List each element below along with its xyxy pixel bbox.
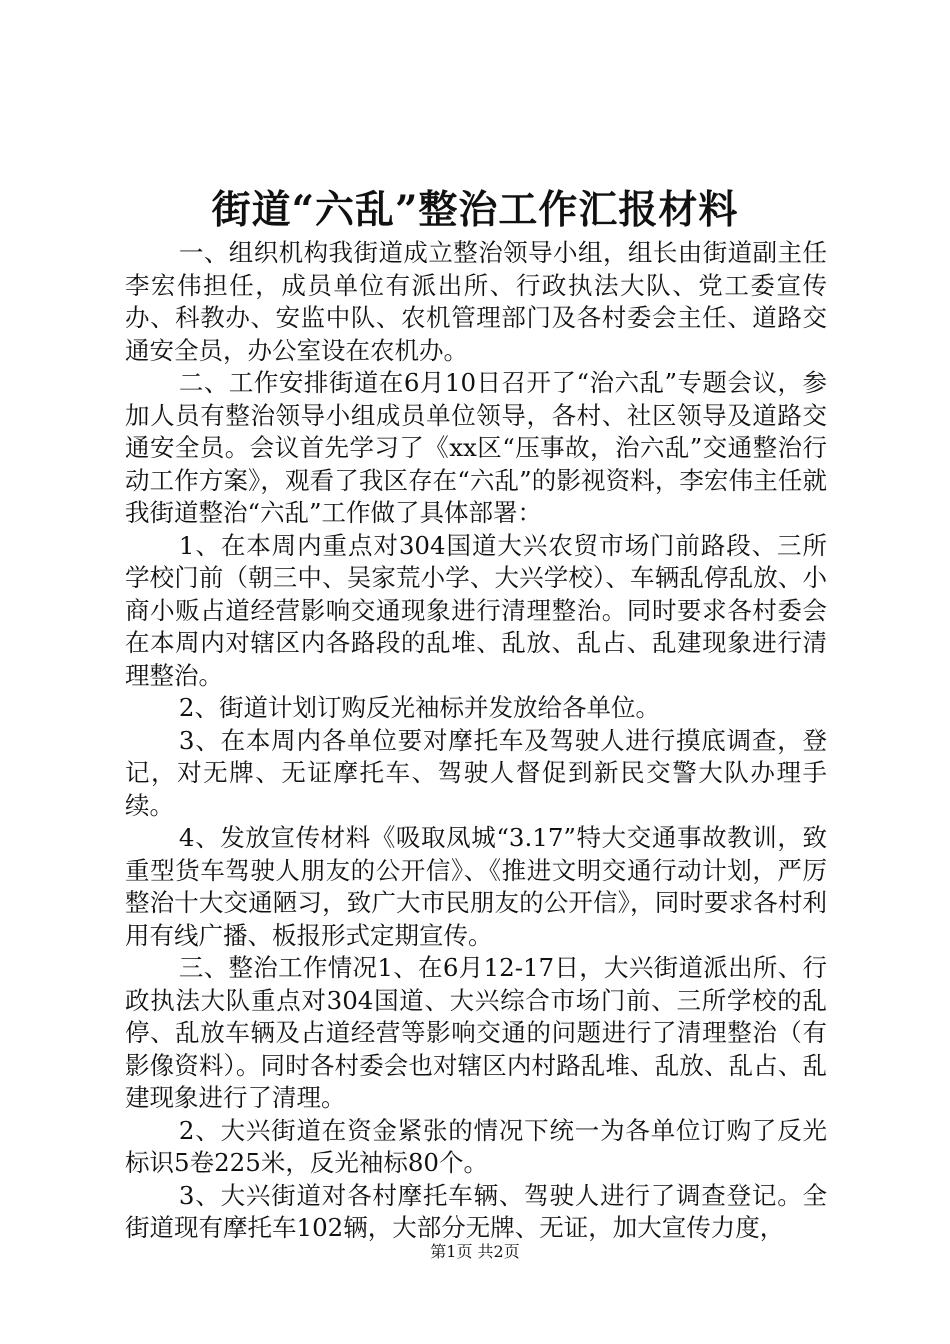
document-title: 街道“六乱”整治工作汇报材料 bbox=[211, 187, 739, 233]
paragraph: 2、大兴街道在资金紧张的情况下统一为各单位订购了反光标识5卷225米，反光袖标80个。 bbox=[125, 1115, 827, 1177]
paragraph: 二、工作安排街道在6月10日召开了“治六乱”专题会议，参加人员有整治领导小组成员单位领导，各村、社区领导及道路交通安全员。会议首先学习了《xx区“压事故，治六乱”交通整治行动工作方案》，观看了我区存在“六乱”的影视资料，李宏伟主任就我街道整治“六乱”工作做了具体部署： bbox=[125, 368, 827, 527]
paragraph: 一、组织机构我街道成立整治领导小组，组长由街道副主任李宏伟担任，成员单位有派出所、行政执法大队、党工委宣传办、科教办、安监中队、农机管理部门及各村委会主任、道路交通安全员，办公室设在农机办。 bbox=[125, 238, 827, 365]
paragraph: 三、整治工作情况1、在6月12-17日，大兴街道派出所、行政执法大队重点对304国道、大兴综合市场门前、三所学校的乱停、乱放车辆及占道经营等影响交通的问题进行了清理整治（有影像资料）。同时各村委会也对辖区内村路乱堆、乱放、乱占、乱建现象进行了清理。 bbox=[125, 953, 827, 1112]
paragraph: 2、街道计划订购反光袖标并发放给各单位。 bbox=[178, 693, 660, 722]
page-number-footer: 第1页 共2页 bbox=[430, 1242, 520, 1261]
paragraph: 4、发放宣传材料《吸取凤城“3.17”特大交通事故教训，致重型货车驾驶人朋友的公开信》、《推进文明交通行动计划，严厉整治十大交通陋习，致广大市民朋友的公开信》，同时要求各村利用有线广播、板报形式定期宣传。 bbox=[125, 823, 827, 950]
paragraph: 3、大兴街道对各村摩托车辆、驾驶人进行了调查登记。全街道现有摩托车102辆，大部分无牌、无证，加大宣传力度， bbox=[125, 1180, 827, 1242]
document-body bbox=[125, 237, 827, 1245]
paragraph: 3、在本周内各单位要对摩托车及驾驶人进行摸底调查，登记，对无牌、无证摩托车、驾驶人督促到新民交警大队办理手续。 bbox=[125, 725, 827, 820]
paragraph: 1、在本周内重点对304国道大兴农贸市场门前路段、三所学校门前（朝三中、吴家荒小学、大兴学校）、车辆乱停乱放、小商小贩占道经营影响交通现象进行清理整治。同时要求各村委会在本周内对辖区内各路段的乱堆、乱放、乱占、乱建现象进行清理整治。 bbox=[125, 530, 827, 690]
